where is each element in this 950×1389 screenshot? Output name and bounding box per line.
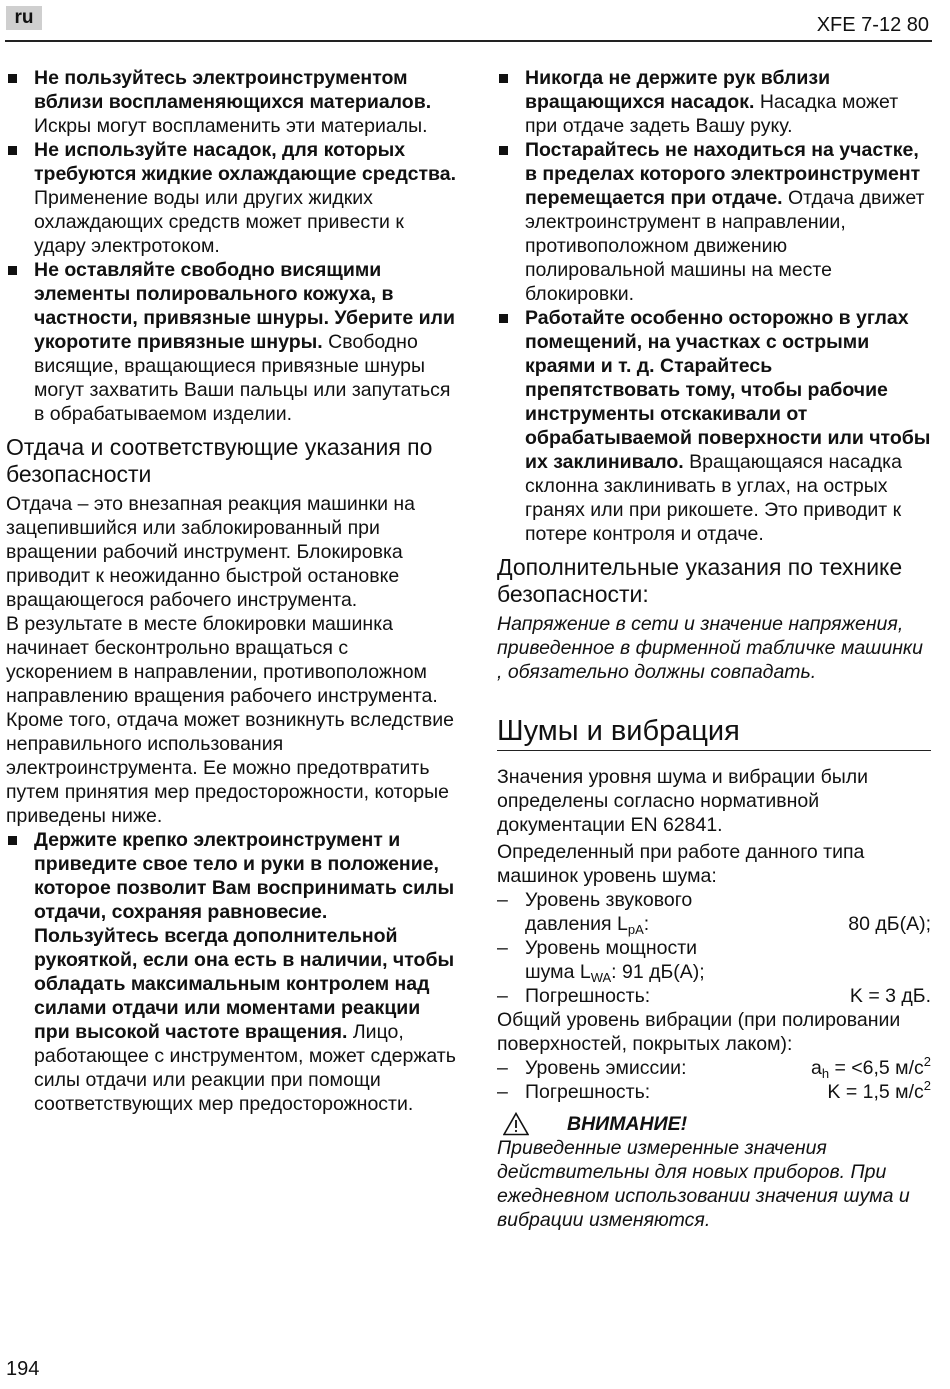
noise-intro: Значения уровня шума и вибрации были определены согласно нормативной документации EN 62841. [497, 766, 869, 836]
right-column [497, 66, 931, 1232]
header-divider [5, 40, 932, 42]
vibration-values [497, 1056, 931, 1104]
sound-power-item: – Уровень мощности шума $L_{WA}$: 91 дБ(A); [497, 936, 931, 984]
emission-value: $a_h = <6,5$ $м/с^2$ [810, 1054, 931, 1081]
list-item: Не используйте насадок, для которых требуются жидкие охлаждающие средства. Применение воды или других жидких охлаждающих средств может привести к удару электротоком. [6, 138, 456, 258]
warning-title: ВНИМАНИЕ! [567, 1113, 688, 1135]
noise-level-intro: Определенный при работе данного типа машинок уровень шума: [497, 841, 865, 887]
list-item: Не пользуйтесь электроинструментом вблизи воспламеняющихся материалов. Искры могут воспламенить эти материалы. [6, 66, 456, 138]
kickback-paragraph: В результате в месте блокировки машинка начинает бесконтрольно вращаться с ускорением в направлении, противоположном направлению вращения рабочего инструмента. [6, 613, 438, 707]
safety-bullets-3 [497, 66, 931, 546]
sound-power-value: : 91 дБ(A); [611, 961, 705, 983]
emission-item: – Уровень эмиссии: $a_h = <6,5$ $м/с^2$ [497, 1056, 931, 1080]
kickback-paragraph: Кроме того, отдача может возникнуть вследствие неправильного использования электроинструмента. Ее можно предотвратить путем принятия мер предосторожности, которые приведены ниже. [6, 709, 454, 827]
extra-safety-text: Напряжение в сети и значение напряжения, приведенное в фирменной табличке машинки , обязательно должны совпадать. [497, 613, 923, 683]
safety-bullets-2 [6, 828, 456, 1116]
vibration-intro: Общий уровень вибрации (при полировании поверхностей, покрытых лаком): [497, 1009, 901, 1055]
list-item: Держите крепко электроинструмент и приведите свое тело и руки в положение, которое позволит Вам воспринимать силы отдачи, сохраняя равновесие. Пользуйтесь всегда дополнительной рукояткой, если она есть в наличии, чтобы обладать максимальным контролем над силами отдачи или моментами реакции при высокой частоте вращения. Лицо, работающее с инструментом, может сдержать силы отдачи или реакции при помощи соответствующих мер предосторожности. [6, 828, 456, 1116]
list-item: Никогда не держите рук вблизи вращающихся насадок. Насадка может при отдаче задеть Вашу руку. [497, 66, 931, 138]
extra-safety-title: Дополнительные указания по технике безопасности: [497, 554, 903, 607]
sound-pressure-value: 80 дБ(A); [848, 913, 931, 935]
list-item: Не оставляйте свободно висящими элементы полировального кожуха, в частности, привязные шнуры. Уберите или укоротите привязные шнуры. Свободно висящие, вращающиеся привязные шнуры могут захватить Ваши пальцы или запутаться в обрабатываемом изделии. [6, 258, 456, 426]
kickback-title: Отдача и соответствующие указания по безопасности [6, 434, 433, 487]
warning-header [497, 1112, 931, 1136]
vibration-uncertainty-value: K = 1,5 $м/с^2$ [827, 1078, 931, 1103]
warning-text: Приведенные измеренные значения действительны для новых приборов. При ежедневном использовании значения шума и вибрации изменяются. [497, 1137, 910, 1231]
page-number: 194 [6, 1358, 40, 1380]
vibration-uncertainty-item: – Погрешность: K = 1,5 $м/с^2$ [497, 1080, 931, 1104]
warning-icon [503, 1112, 529, 1136]
language-badge: ru [6, 6, 42, 30]
model-name: XFE 7-12 80 [816, 14, 929, 36]
noise-uncertainty-item: – Погрешность: K = 3 дБ. [497, 984, 931, 1008]
noise-vibration-heading: Шумы и вибрация [497, 714, 931, 751]
noise-values [497, 888, 931, 1008]
list-item: Работайте особенно осторожно в углах помещений, на участках с острыми краями и т. д. Старайтесь препятствовать тому, чтобы рабочие инструменты отскакивали от обрабатываемой поверхности или чтобы их заклинивало. Вращающаяся насадка склонна заклинивать в углах, на острых гранях или при рикошете. Это приводит к потере контроля и отдаче. [497, 306, 931, 546]
list-item: Постарайтесь не находиться на участке, в пределах которого электроинструмент перемещается при отдаче. Отдача движет электроинструмент в направлении, противоположном движению полировальной машины на месте блокировки. [497, 138, 931, 306]
kickback-paragraph: Отдача – это внезапная реакция машинки на зацепившийся или заблокированный при вращении рабочий инструмент. Блокировка приводит к неожиданно быстрой остановке вращающегося рабочего инструмента. [6, 493, 416, 611]
safety-bullets-1 [6, 66, 456, 426]
left-column [6, 66, 456, 1116]
sound-pressure-item: – Уровень звукового давления $L_{pA}$: 80 дБ(A); [497, 888, 931, 936]
noise-uncertainty-value: K = 3 дБ. [849, 985, 931, 1007]
